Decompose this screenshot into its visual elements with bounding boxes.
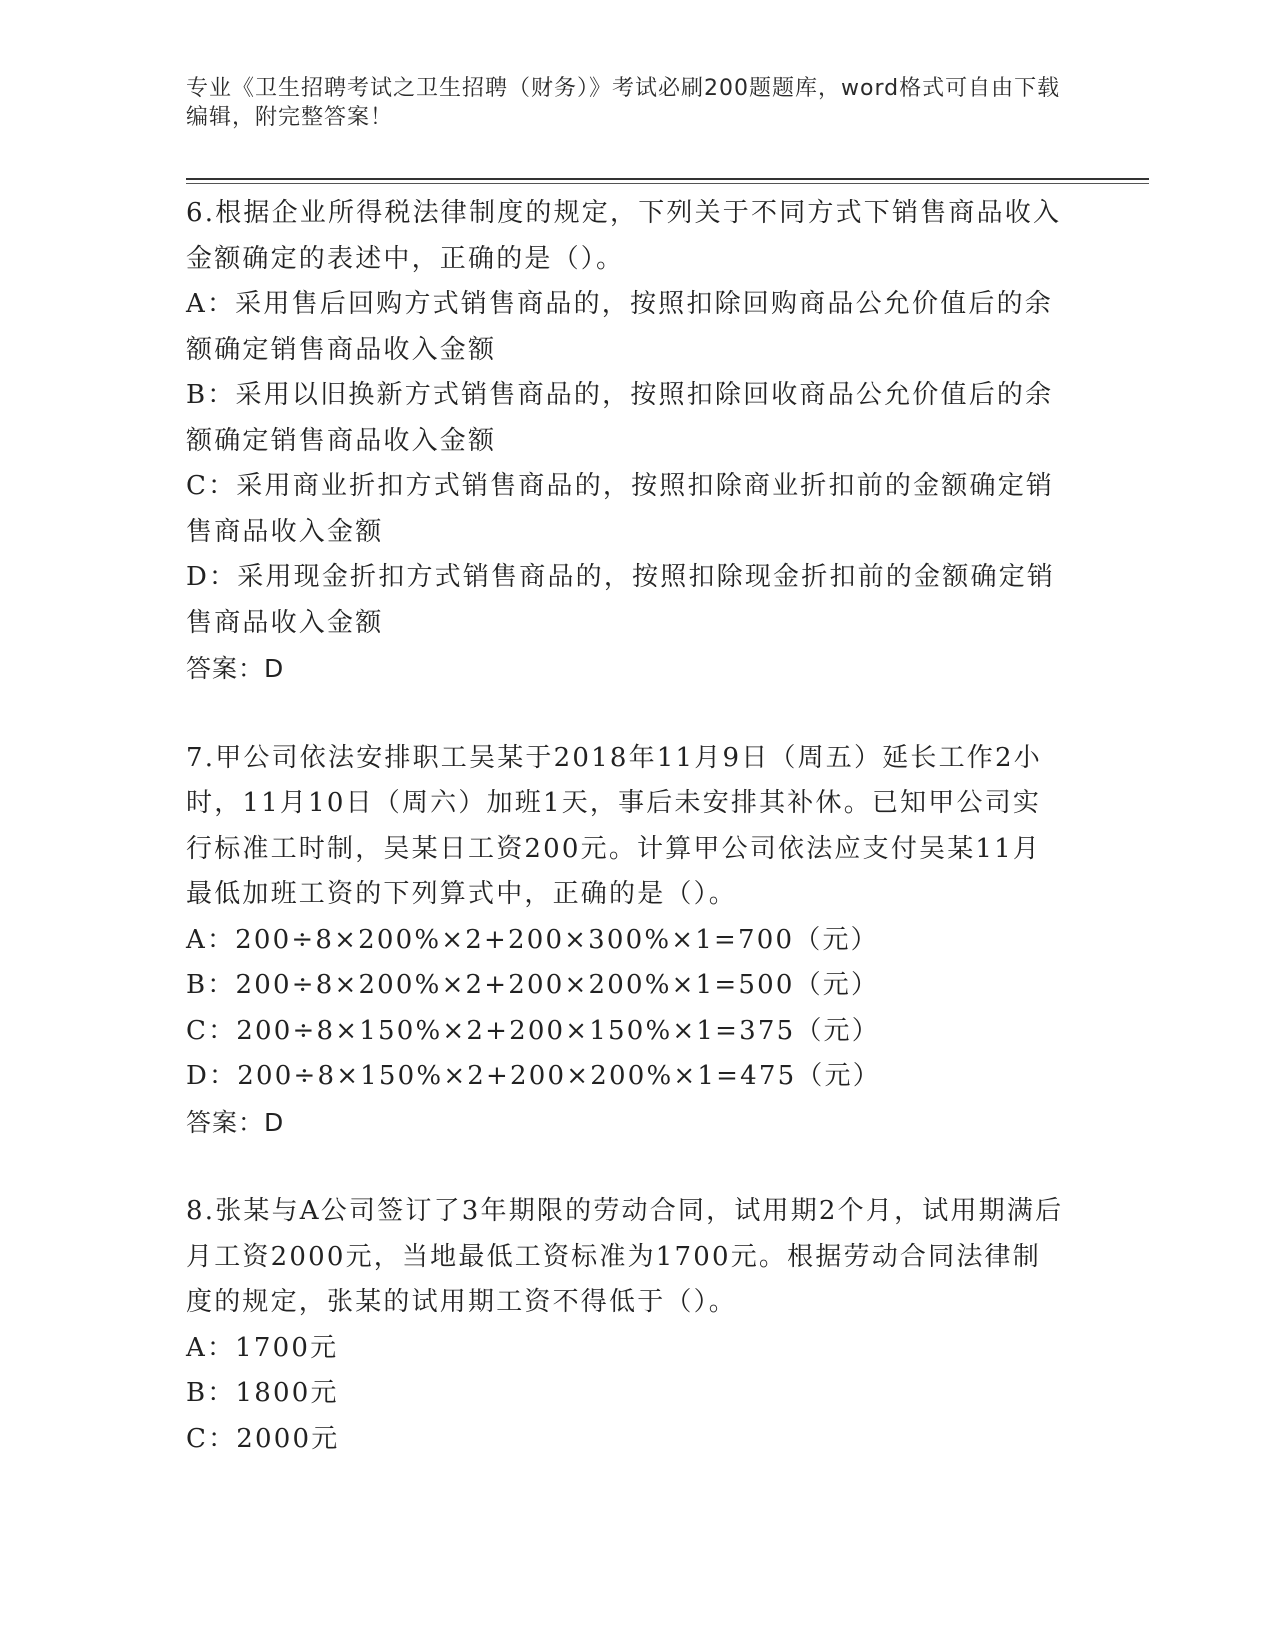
option-c: C：采用商业折扣方式销售商品的，按照扣除商业折扣前的金额确定销售商品收入金额 <box>186 471 1055 547</box>
question-stem: 7.甲公司依法安排职工吴某于2018年11月9日（周五）延长工作2小时，11月10日（周六）加班1天，事后未安排其补休。已知甲公司实行标准工时制，吴某日工资200元。计算甲公司依法应支付吴某11月最低加班工资的下列算式中，正确的是（）。 <box>186 742 1042 909</box>
answer-line: 答案：D <box>186 654 285 683</box>
option-a: A：1700元 <box>186 1332 339 1363</box>
header-divider-thin <box>186 183 1149 184</box>
question-stem: 8.张某与A公司签订了3年期限的劳动合同，试用期2个月，试用期满后月工资2000元，当地最低工资标准为1700元。根据劳动合同法律制度的规定，张某的试用期工资不得低于（）。 <box>186 1196 1064 1317</box>
option-c: C：200÷8×150%×2+200×150%×1=375（元） <box>186 1015 880 1046</box>
option-c: C：2000元 <box>186 1423 340 1454</box>
header-divider-thick <box>186 178 1149 180</box>
option-d: D：200÷8×150%×2+200×200%×1=475（元） <box>186 1061 881 1091</box>
option-a: A：采用售后回购方式销售商品的，按照扣除回购商品公允价值后的余额确定销售商品收入金额 <box>186 289 1053 365</box>
option-b: B：1800元 <box>186 1378 339 1408</box>
option-a: A：200÷8×200%×2+200×300%×1=700（元） <box>186 924 879 955</box>
question-list <box>186 191 1086 1506</box>
question-6 <box>186 191 1086 692</box>
option-d: D：采用现金折扣方式销售商品的，按照扣除现金折扣前的金额确定销售商品收入金额 <box>186 562 1056 638</box>
document-header: 专业《卫生招聘考试之卫生招聘（财务）》考试必刷200题题库，word格式可自由下载编辑，附完整答案！ <box>186 76 1061 130</box>
question-8 <box>186 1189 1086 1462</box>
question-7 <box>186 736 1086 1146</box>
question-stem: 6.根据企业所得税法律制度的规定，下列关于不同方式下销售商品收入金额确定的表述中，正确的是（）。 <box>186 198 1062 274</box>
answer-line: 答案：D <box>186 1107 285 1137</box>
option-b: B：采用以旧换新方式销售商品的，按照扣除回收商品公允价值后的余额确定销售商品收入金额 <box>186 380 1054 456</box>
option-b: B：200÷8×200%×2+200×200%×1=500（元） <box>186 970 880 1000</box>
